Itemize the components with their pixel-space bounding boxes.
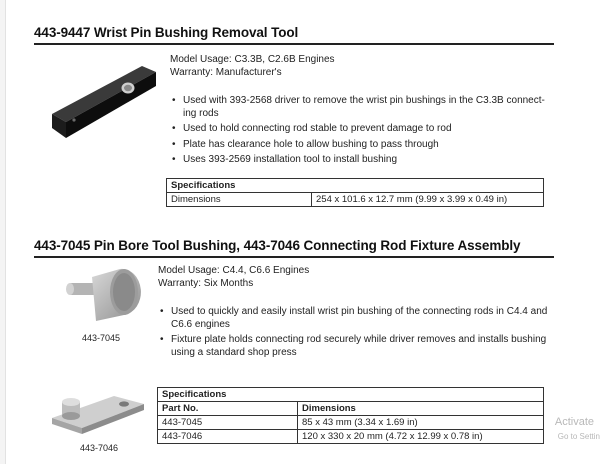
- list-item: • Used to hold connecting rod stable to prevent damage to rod: [170, 123, 560, 136]
- table-cell-dims: 120 x 330 x 20 mm (4.72 x 12.99 x 0.78 in): [298, 430, 544, 444]
- section1-rule: [34, 43, 554, 45]
- section2-warranty: Warranty: Six Months: [158, 277, 254, 289]
- section2-rule: [34, 256, 554, 258]
- section2-model-usage: Model Usage: C4.4, C6.6 Engines: [158, 265, 310, 276]
- section1-meta: [170, 54, 335, 79]
- fixture-plate-image: [48, 380, 148, 436]
- list-item: • Uses 393-2569 installation tool to install bushing: [170, 154, 560, 167]
- section1-spec-table: [166, 178, 544, 207]
- list-item-continuation: using a standard shop press: [171, 346, 297, 358]
- table-cell-part: 443-7045: [158, 416, 298, 430]
- section1-bullet-list: [170, 95, 560, 170]
- list-item-continuation: ing rods: [183, 107, 219, 119]
- list-item-continuation: C6.6 engines: [171, 318, 230, 330]
- section2-spec-table: [157, 387, 544, 444]
- caption-443-7045: 443-7045: [82, 333, 121, 343]
- spec-header: Specifications: [167, 179, 544, 193]
- pin-bore-bushing-image: [62, 263, 146, 329]
- table-cell-part: 443-7046: [158, 430, 298, 444]
- section1-model-usage: Model Usage: C3.3B, C2.6B Engines: [170, 54, 335, 65]
- section1-title: 443-9447 Wrist Pin Bushing Removal Tool: [34, 25, 299, 40]
- spec-header: Specifications: [158, 388, 544, 402]
- section1-warranty: Warranty: Manufacturer's: [170, 66, 282, 78]
- section2-title: 443-7045 Pin Bore Tool Bushing, 443-7046 Connecting Rod Fixture Assembly: [34, 238, 521, 253]
- section2-bullet-list: [158, 306, 558, 362]
- page-edge: [0, 0, 6, 464]
- list-item: • Plate has clearance hole to allow bushing to pass through: [170, 139, 560, 152]
- table-row: [158, 430, 544, 444]
- caption-443-7046: 443-7046: [80, 443, 119, 453]
- wrist-pin-plate-image: [46, 52, 164, 144]
- table-cell-dims: 85 x 43 mm (3.34 x 1.69 in): [298, 416, 544, 430]
- spec-value: 254 x 101.6 x 12.7 mm (9.99 x 3.99 x 0.49 in): [312, 193, 544, 207]
- list-item: • Used with 393-2568 driver to remove the wrist pin bushings in the C3.3B connect-: [170, 95, 560, 108]
- activate-watermark: Activate: [554, 416, 594, 428]
- table-row: [158, 416, 544, 430]
- settings-watermark: Go to Settin: [557, 432, 600, 441]
- section2-meta: [158, 265, 309, 290]
- list-item: • Fixture plate holds connecting rod securely while driver removes and installs bushing: [158, 334, 558, 347]
- spec-label: Dimensions: [167, 193, 312, 207]
- spec-col-dimensions: Dimensions: [298, 402, 544, 416]
- spec-col-part-no: Part No.: [158, 402, 298, 416]
- list-item: • Used to quickly and easily install wrist pin bushing of the connecting rods in C4.4 and: [158, 306, 558, 319]
